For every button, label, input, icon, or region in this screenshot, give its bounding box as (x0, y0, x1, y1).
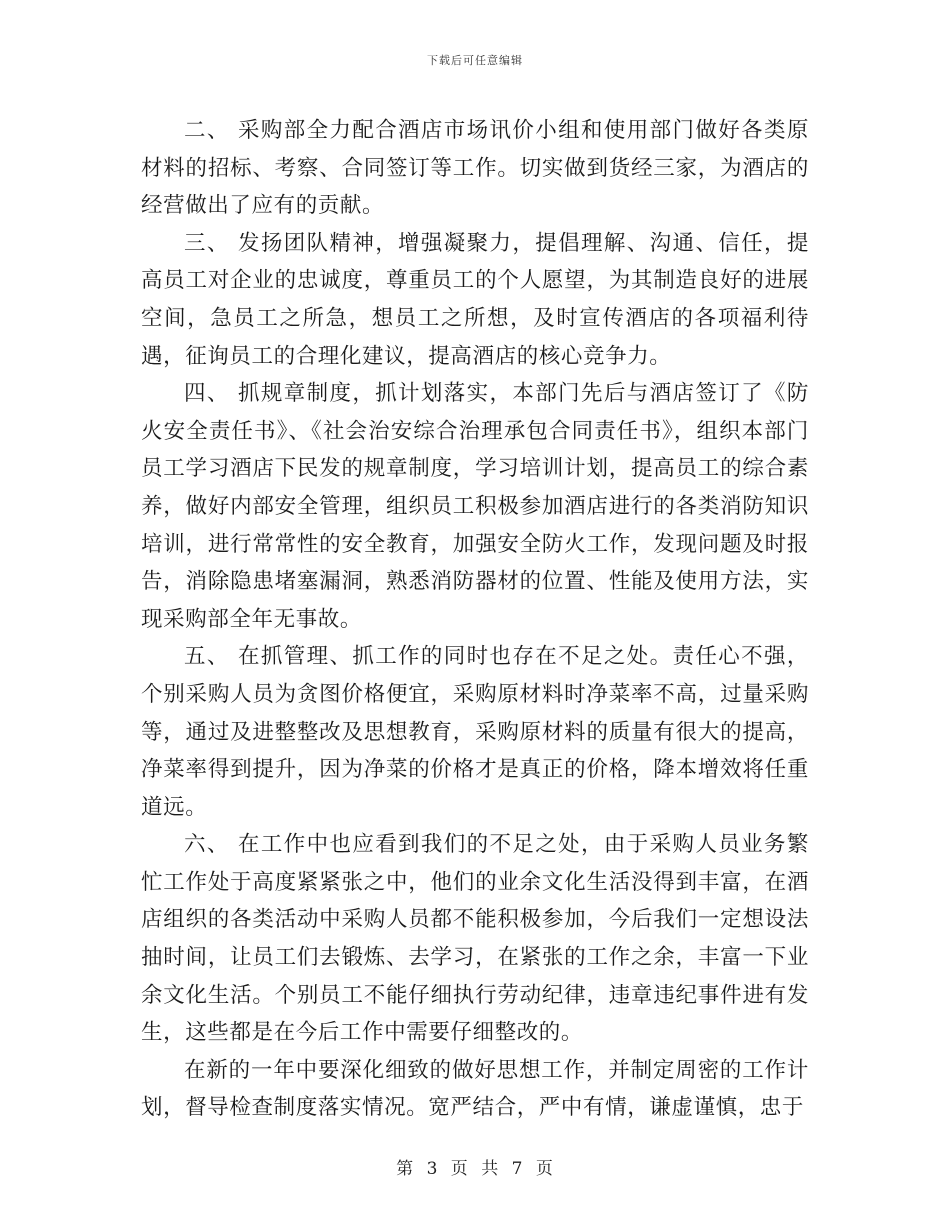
paragraph-new-year: 在新的一年中要深化细致的做好思想工作，并制定周密的工作计划，督导检查制度落实情况。宽严结合，严中有情，谦虚谨慎，忠于 (141, 1057, 809, 1121)
paragraph-4: 四、 抓规章制度，抓计划落实，本部门先后与酒店签订了《防火安全责任书》、《社会治安综合治理承包合同责任书》，组织本部门员工学习酒店下民发的规章制度，学习培训计划，提高员工的综合素养，做好内部安全管理，组织员工积极参加酒店进行的各类消防知识培训，进行常常性的安全教育，加强安全防火工作，发现问题及时报告，消除隐患堵塞漏洞，熟悉消防器材的位置、性能及使用方法，实现采购部全年无事故。 (141, 381, 809, 632)
paragraph-5: 五、 在抓管理、抓工作的同时也存在不足之处。责任心不强，个别采购人员为贪图价格便宜，采购原材料时净菜率不高，过量采购等，通过及进整整改及思想教育，采购原材料的质量有很大的提高，净菜率得到提升，因为净菜的价格才是真正的价格，降本增效将任重道远。 (141, 644, 809, 820)
document-body (141, 112, 809, 1127)
download-note: 下载后可任意编辑 (427, 54, 523, 67)
paragraph-6: 六、 在工作中也应看到我们的不足之处，由于采购人员业务繁忙工作处于高度紧紧张之中，他们的业余文化生活没得到丰富，在酒店组织的各类活动中采购人员都不能积极参加，今后我们一定想设法抽时间，让员工们去锻炼、去学习，在紧张的工作之余，丰富一下业余文化生活。个别员工不能仔细执行劳动纪律，违章违纪事件进有发生，这些都是在今后工作中需要仔细整改的。 (141, 832, 809, 1046)
paragraph-2: 二、 采购部全力配合酒店市场讯价小组和使用部门做好各类原材料的招标、考察、合同签订等工作。切实做到货经三家，为酒店的经营做出了应有的贡献。 (141, 118, 809, 219)
paragraph-3: 三、 发扬团队精神，增强凝聚力，提倡理解、沟通、信任，提高员工对企业的忠诚度，尊重员工的个人愿望，为其制造良好的进展空间，急员工之所急，想员工之所想，及时宣传酒店的各项福利待遇，征询员工的合理化建议，提高酒店的核心竞争力。 (141, 230, 809, 369)
page-number: 第 3 页 共 7 页 (396, 1159, 554, 1179)
